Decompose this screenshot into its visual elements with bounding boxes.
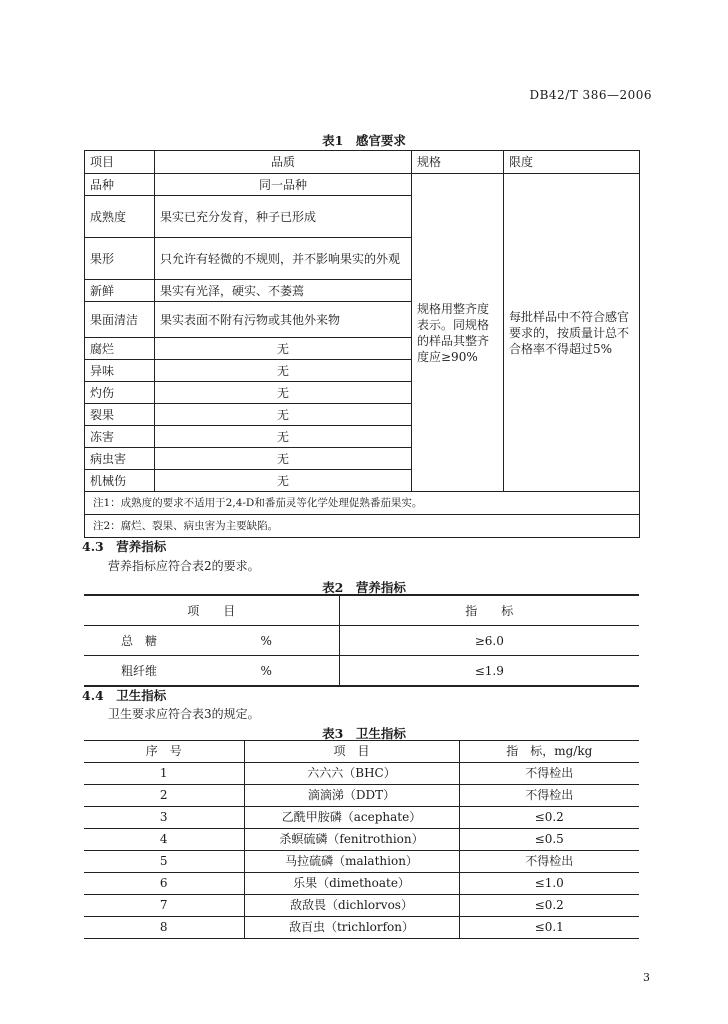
table-row [84,895,639,917]
header-no: 序 号 [84,741,244,763]
row-value: ≤1.0 [459,873,639,895]
header-item: 项 目 [84,595,339,626]
row-quality: 无 [155,404,412,426]
nutrition-table [84,594,639,687]
limit-cell: 每批样品中不符合感官要求的，按质量计总不合格率不得超过5% [504,174,640,492]
row-item: 总 糖 [84,626,194,656]
row-value: ≤0.5 [459,829,639,851]
row-quality: 果实有光泽，硬实、不萎蔫 [155,280,412,302]
table-row [84,656,639,687]
table-note-row [85,492,640,515]
row-quality: 无 [155,338,412,360]
row-quality: 无 [155,426,412,448]
row-unit: % [194,626,339,656]
row-unit: % [194,656,339,687]
header-index: 指 标，mg/kg [459,741,639,763]
spec-cell: 规格用整齐度表示。同规格的样品其整齐度应≥90% [412,174,504,492]
row-no: 7 [84,895,244,917]
table-row [84,626,639,656]
row-item: 腐烂 [85,338,155,360]
table-row [84,917,639,939]
header-quality: 品质 [155,151,412,174]
sensory-requirements-table [84,150,640,538]
row-no: 5 [84,851,244,873]
table1-caption: 表1 感官要求 [322,133,406,148]
row-item: 异味 [85,360,155,382]
row-quality: 同一品种 [155,174,412,196]
table-row [84,829,639,851]
row-item: 滴滴涕（DDT） [244,785,459,807]
table-note: 注2：腐烂、裂果、病虫害为主要缺陷。 [85,515,640,538]
row-item: 品种 [85,174,155,196]
row-item: 病虫害 [85,448,155,470]
row-quality: 果实表面不附有污物或其他外来物 [155,302,412,338]
row-item: 机械伤 [85,470,155,492]
row-quality: 无 [155,360,412,382]
row-value: 不得检出 [459,763,639,785]
row-no: 2 [84,785,244,807]
row-item: 新鲜 [85,280,155,302]
row-item: 成熟度 [85,196,155,238]
standard-number: DB42/T 386—2006 [529,88,652,102]
row-value: ≥6.0 [339,626,639,656]
table-row [85,174,640,196]
row-item: 敌百虫（trichlorfon） [244,917,459,939]
table2-caption: 表2 营养指标 [322,580,406,595]
row-item: 六六六（BHC） [244,763,459,785]
row-value: ≤0.2 [459,807,639,829]
row-item: 马拉硫磷（malathion） [244,851,459,873]
row-item: 果面清洁 [85,302,155,338]
section-4-4-text: 卫生要求应符合表3的规定。 [108,707,260,721]
table-row [84,873,639,895]
row-quality: 无 [155,470,412,492]
row-value: ≤1.9 [339,656,639,687]
row-item: 灼伤 [85,382,155,404]
row-item: 杀螟硫磷（fenitrothion） [244,829,459,851]
row-item: 裂果 [85,404,155,426]
section-4-3-text: 营养指标应符合表2的要求。 [108,559,260,573]
section-4-4-title: 4.4 卫生指标 [82,688,167,703]
row-item: 冻害 [85,426,155,448]
header-index: 指 标 [339,595,639,626]
row-no: 6 [84,873,244,895]
table-note-row [85,515,640,538]
row-item: 果形 [85,238,155,280]
row-no: 3 [84,807,244,829]
row-no: 8 [84,917,244,939]
row-item: 粗纤维 [84,656,194,687]
row-item: 敌敌畏（dichlorvos） [244,895,459,917]
row-no: 1 [84,763,244,785]
row-value: 不得检出 [459,785,639,807]
header-item: 项 目 [244,741,459,763]
table3-caption: 表3 卫生指标 [322,726,406,741]
section-4-3-title: 4.3 营养指标 [82,539,167,554]
row-value: ≤0.1 [459,917,639,939]
row-quality: 果实已充分发育，种子已形成 [155,196,412,238]
row-value: 不得检出 [459,851,639,873]
table-row [84,851,639,873]
table-row [84,785,639,807]
row-item: 乐果（dimethoate） [244,873,459,895]
table-row [84,807,639,829]
row-item: 乙酰甲胺磷（acephate） [244,807,459,829]
page-number: 3 [643,971,650,984]
row-quality: 无 [155,448,412,470]
header-limit: 限度 [504,151,640,174]
header-item: 项目 [85,151,155,174]
row-no: 4 [84,829,244,851]
table-row [84,763,639,785]
row-quality: 只允许有轻微的不规则，并不影响果实的外观 [155,238,412,280]
row-quality: 无 [155,382,412,404]
header-spec: 规格 [412,151,504,174]
table-note: 注1：成熟度的要求不适用于2,4-D和番茄灵等化学处理促熟番茄果实。 [85,492,640,515]
row-value: ≤0.2 [459,895,639,917]
hygiene-table [84,740,639,939]
